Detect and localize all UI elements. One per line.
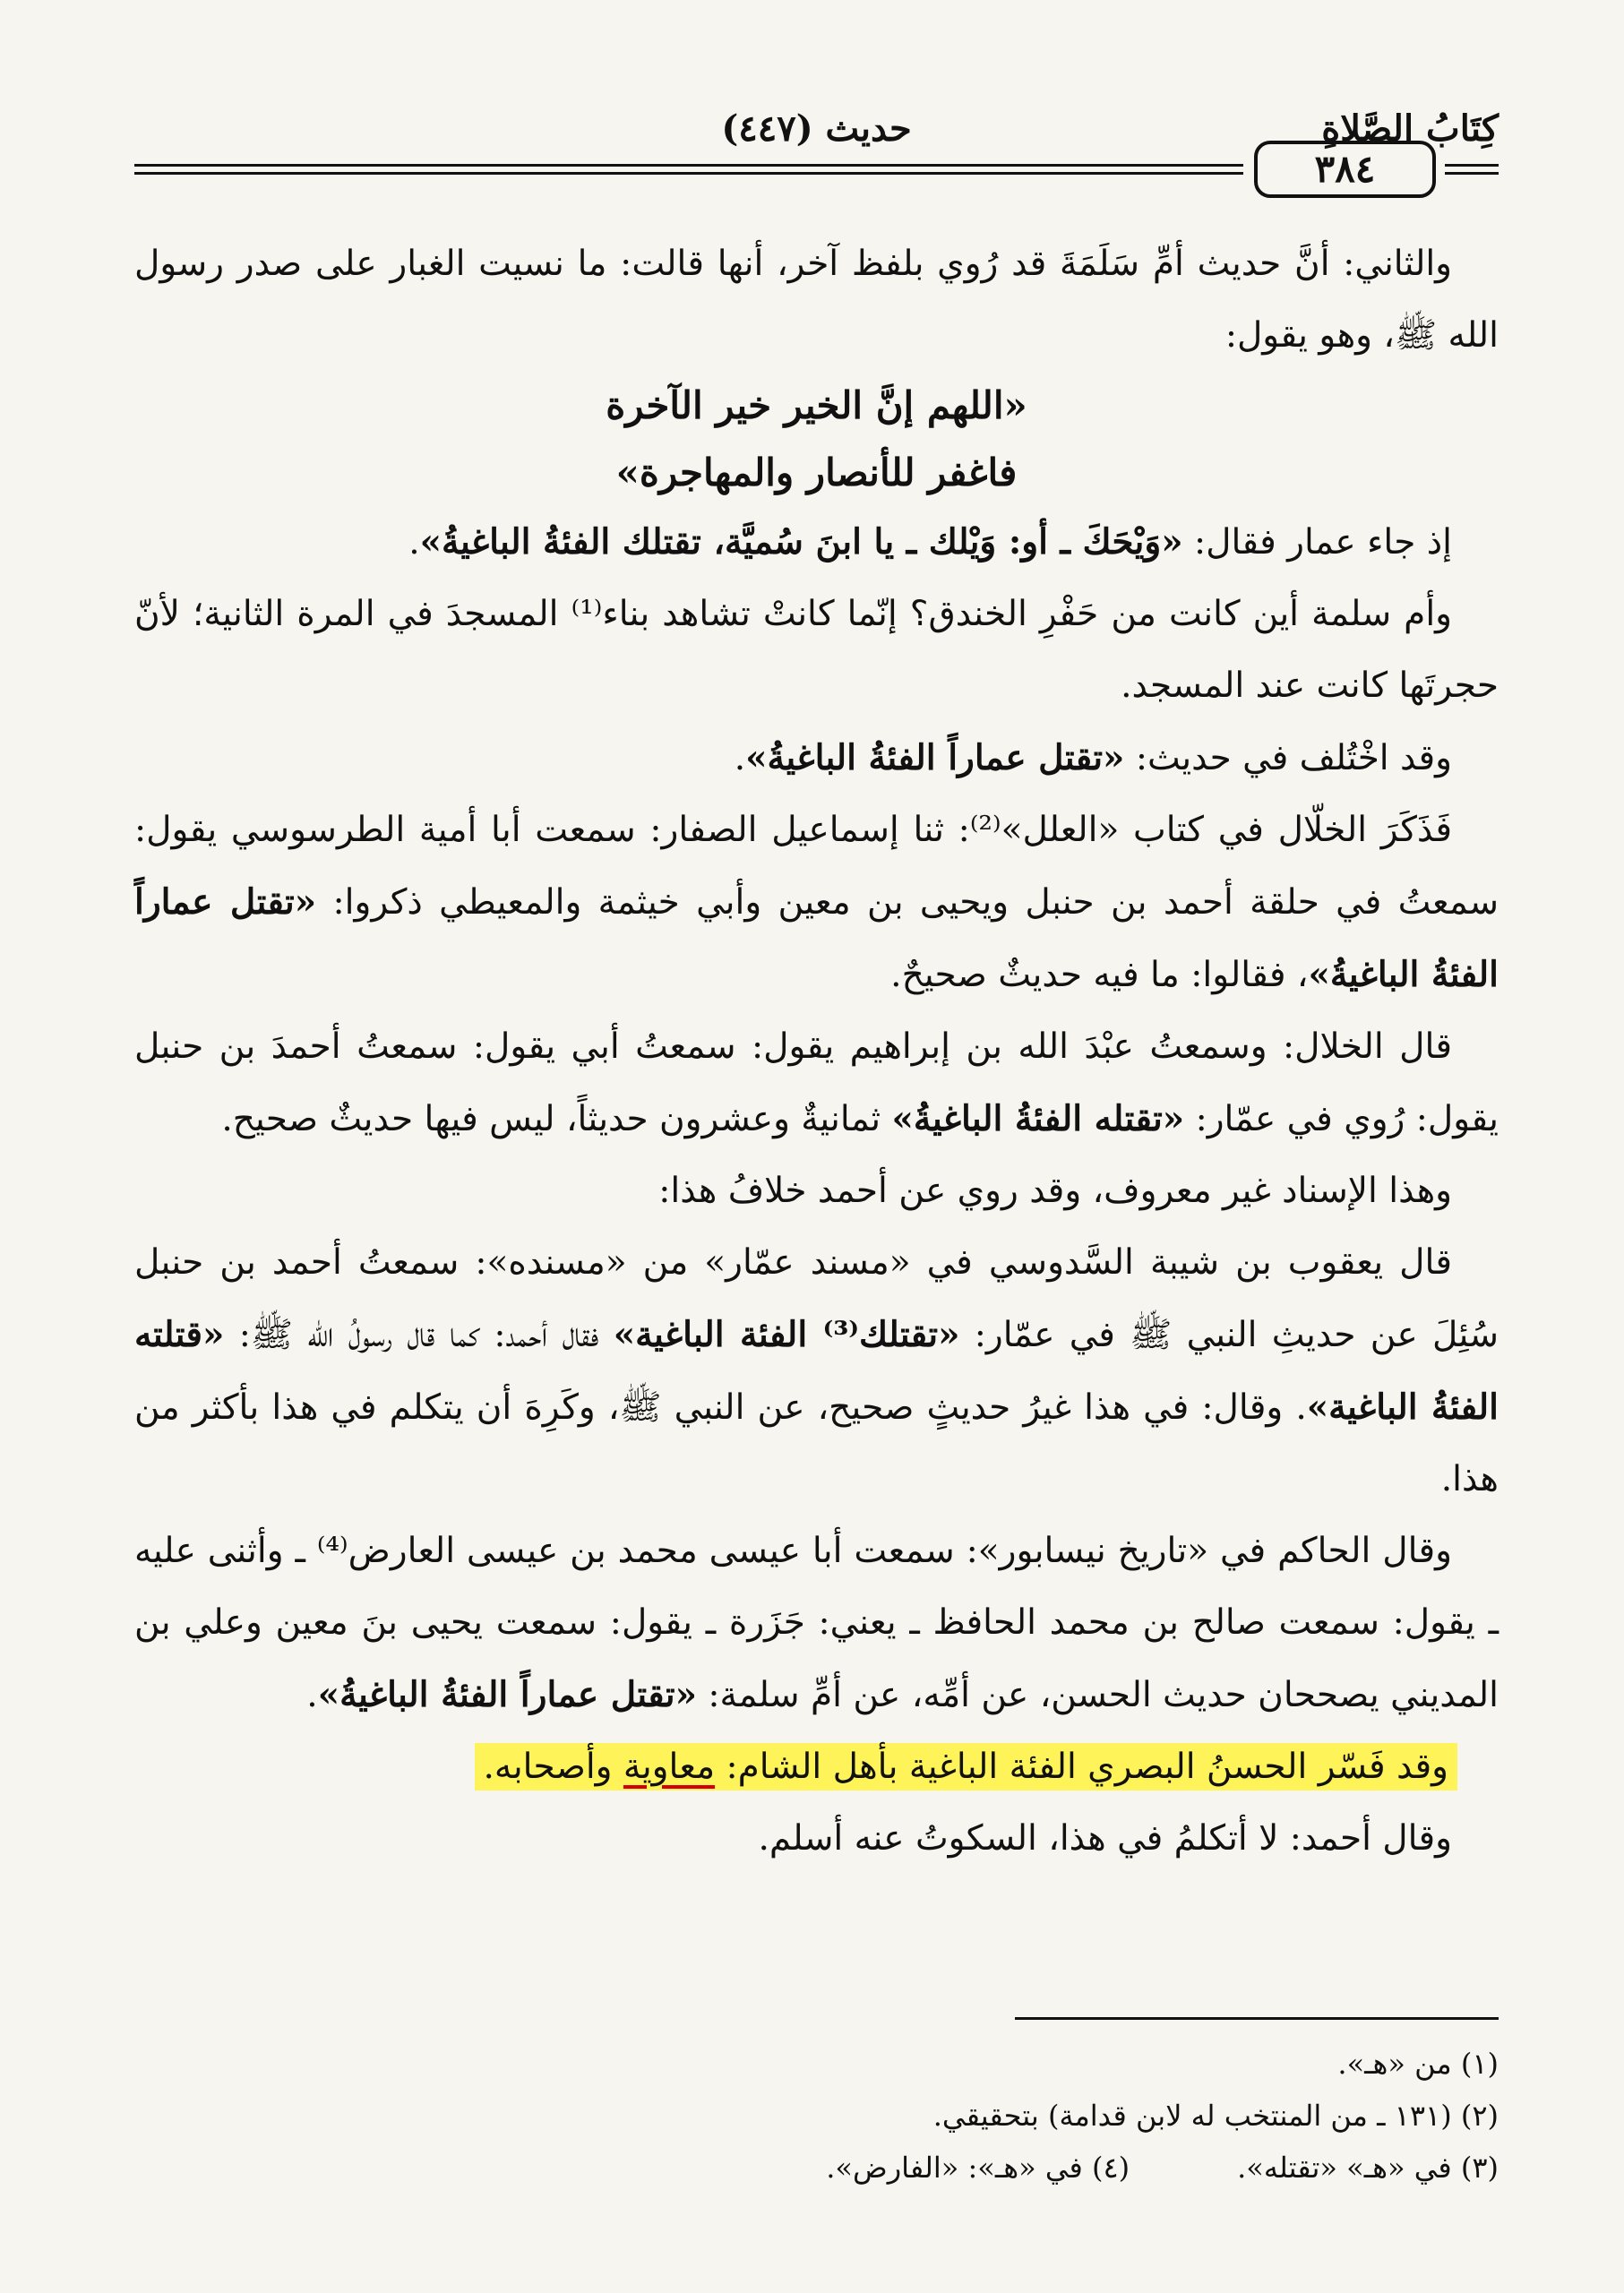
poem-line-2: فاغفر للأنصار والمهاجرة» <box>615 451 1018 494</box>
p6-quote: «تقتله الفئةُ الباغيةُ» <box>891 1098 1185 1139</box>
p5-text-a: فَذَكَرَ الخلّال في كتاب «العلل»⁽²⁾: ثنا إسماعيل الصفار: سمعت أبا أمية الطرسوسي يقول: سمعتُ في حلقة أحمد بن حنبل ويحيى بن معين وأبي خيثمة والمعيطي ذكروا: <box>134 810 1499 923</box>
poem-line-1: «اللهم إنَّ الخير خير الآخرة <box>606 383 1027 427</box>
p5-quote: «تقتل عماراً الفئةُ الباغيةُ» <box>134 881 1499 995</box>
p2-quote: «وَيْحَكَ ـ أو: وَيْلك ـ يا ابنَ سُميَّة، تقتلك الفئةُ الباغيةُ» <box>419 521 1183 563</box>
p8-text-b: فقال أحمد: كما قال رسولُ الله ﷺ: <box>224 1315 614 1355</box>
p9-end: . <box>306 1675 318 1715</box>
paragraph-2 <box>134 506 1499 579</box>
footnote-separator <box>1015 2017 1499 2020</box>
p8-text-c: . وقال: في هذا غيرُ حديثٍ صحيح، عن النبي ﷺ، وكَرِهَ أن يتكلم في هذا بأكثر من هذا. <box>134 1387 1499 1499</box>
footnote-3: (٣) في «هـ» «تقتله». <box>1237 2151 1499 2185</box>
paragraph-5 <box>134 794 1499 1011</box>
p8-text-a: قال يعقوب بن شيبة السَّدوسي في «مسند عمّار» من «مسنده»: سمعتُ أحمد بن حنبل سُئِلَ عن حديثِ النبي ﷺ في عمّار: <box>134 1242 1499 1355</box>
paragraph-3: وأم سلمة أين كانت من حَفْرِ الخندق؟ إنّما كانتْ تشاهد بناء⁽¹⁾ المسجدَ في المرة الثانية؛ لأنّ حجرتَها كانت عند المسجد. <box>134 594 1499 706</box>
p10-text-b: وأصحابه. <box>483 1747 623 1787</box>
paragraph-8 <box>134 1227 1499 1516</box>
paragraph-4 <box>134 722 1499 794</box>
p8-quote-1: «تقتلك⁽³⁾ الفئة الباغية» <box>613 1314 960 1355</box>
p4-text: وقد اخْتُلف في حديث: <box>1124 738 1452 778</box>
p6-text-b: ثمانيةٌ وعشرون حديثاً، ليس فيها حديثٌ صحيح. <box>221 1099 892 1139</box>
footnote-1: (١) من «هـ». <box>1337 2047 1499 2081</box>
footnote-2: (٢) (١٣١ ـ من المنتخب له لابن قدامة) بتحقيقي. <box>932 2099 1499 2133</box>
p2-text: إذ جاء عمار فقال: <box>1182 522 1452 563</box>
paragraph-10 <box>134 1731 1499 1803</box>
main-text <box>134 228 1499 1875</box>
paragraph-7: وهذا الإسناد غير معروف، وقد روي عن أحمد خلافُ هذا: <box>658 1171 1452 1211</box>
hadith-reference: حديث (٤٤٧) <box>721 107 912 150</box>
header-rule <box>134 148 1499 193</box>
underlined-name: معاوية <box>623 1747 716 1787</box>
footnotes <box>134 2038 1499 2194</box>
p10-text-a: وقد فَسّر الحسنُ البصري الفئة الباغية بأهل الشام: <box>715 1747 1448 1787</box>
page-number: ٣٨٤ <box>1254 141 1436 198</box>
rule-right <box>1445 164 1499 175</box>
p4-quote: «تقتل عماراً الفئةُ الباغيةُ» <box>745 737 1125 778</box>
paragraph-11: وقال أحمد: لا أتكلمُ في هذا، السكوتُ عنه أسلم. <box>758 1818 1452 1859</box>
book-title: كِتَابُ الصَّلاةِ <box>1321 107 1499 150</box>
rule-left <box>134 164 1243 175</box>
paragraph-1: والثاني: أنَّ حديث أمِّ سَلَمَةَ قد رُوي بلفظ آخر، أنها قالت: ما نسيت الغبار على صدر رسول الله ﷺ، وهو يقول: <box>134 244 1499 356</box>
p9-quote: «تقتل عماراً الفئةُ الباغيةُ» <box>317 1674 698 1715</box>
p6-text-a: قال الخلال: وسمعتُ عبْدَ الله بن إبراهيم يقول: سمعتُ أبي يقول: سمعتُ أحمدَ بن حنبل يقول: رُوي في عمّار: <box>134 1026 1499 1139</box>
footnote-4: (٤) في «هـ»: «الفارض». <box>826 2151 1130 2185</box>
p4-end: . <box>734 738 746 778</box>
p8-quote-2: «قتلته الفئةُ الباغية» <box>134 1314 1499 1428</box>
paragraph-6 <box>134 1011 1499 1155</box>
p2-end: . <box>408 522 420 563</box>
footnote-row-3-4 <box>134 2142 1499 2194</box>
paragraph-9 <box>134 1516 1499 1731</box>
p5-text-b: ، فقالوا: ما فيه حديثٌ صحيحٌ. <box>890 955 1309 995</box>
p9-text-a: وقال الحاكم في «تاريخ نيسابور»: سمعت أبا عيسى محمد بن عيسى العارض⁽⁴⁾ ـ وأثنى عليه ـ يقول: سمعت صالح بن محمد الحافظ ـ يعني: جَزَرة ـ يقول: سمعت يحيى بنَ معين وعلي بن المديني يصححان حديث الحسن، عن أمِّه، عن أمِّ سلمة: <box>134 1531 1499 1715</box>
highlighted-sentence <box>475 1743 1457 1791</box>
